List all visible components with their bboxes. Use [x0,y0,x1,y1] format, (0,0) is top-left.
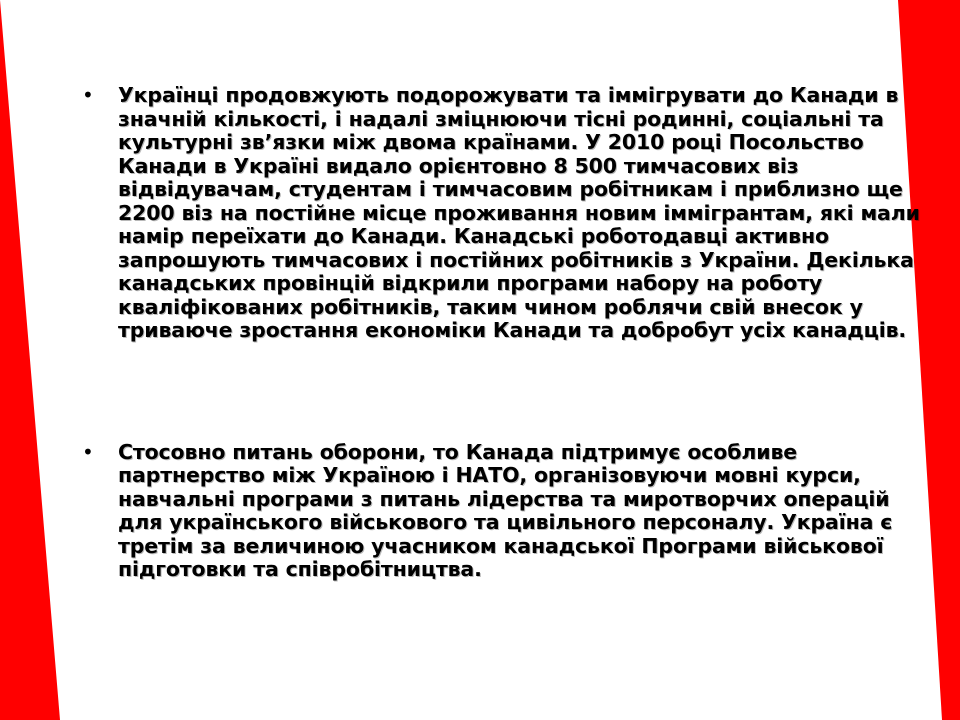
left-red-stripe [0,0,60,720]
bullet-item-defense [80,441,920,582]
slide-content [80,84,920,582]
bullet-text: Стосовно питань оборони, то Канада підтримує особливе партнерство між Україною і НАТО, організовуючи мовні курси, навчальні програми з питань лідерства та миротворчих операцій для українського військового та цивільного персоналу. Україна є третім за величиною учасником канадської Програми військової підготовки та співробітництва. [118,439,893,581]
bullet-text: Українці продовжують подорожувати та іммігрувати до Канади в значній кількості, і надалі зміцнюючи тісні родинні, соціальні та культурні зв’язки між двома країнами. У 2010 році Посольство Канади в Україні видало орієнтовно 8 500 тимчасових віз відвідувачам, студентам і тимчасовим робітникам і приблизно ще 2200 віз на постійне місце проживання новим іммігрантам, які мали намір переїхати до Канади. Канадські роботодавці активно запрошують тимчасових і постійних робітників з України. Декілька канадських провінцій відкрили програми набору на роботу кваліфікованих робітників, таким чином роблячи свій внесок у триваюче зростання економіки Канади та добробут усіх канадців. [118,83,920,342]
bullet-icon: • [82,439,94,464]
bullet-icon: • [82,83,94,107]
bullet-item-immigration [80,84,920,343]
